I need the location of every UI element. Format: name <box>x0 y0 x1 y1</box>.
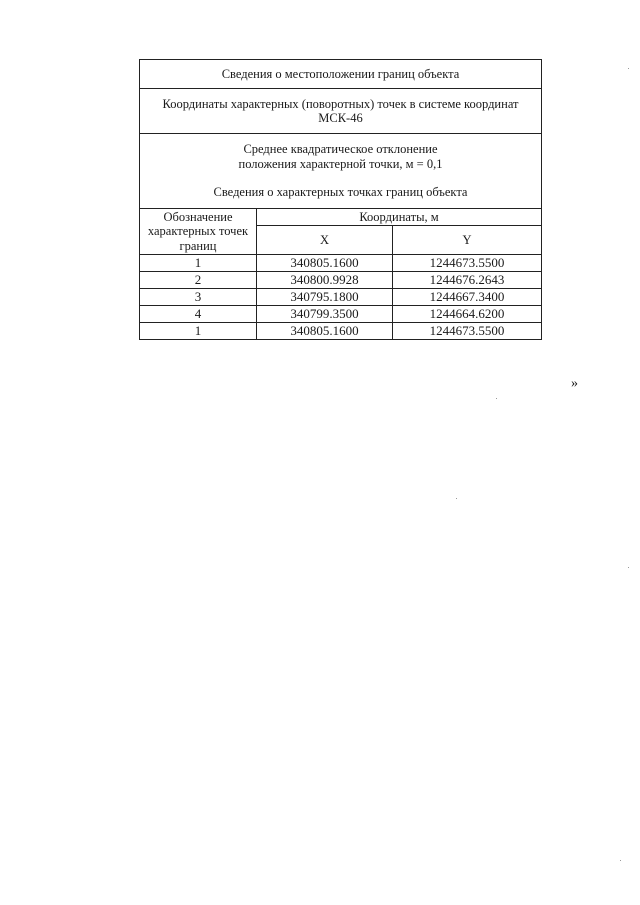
table-row <box>140 272 542 289</box>
points-info-text: Сведения о характерных точках границ объекта <box>213 185 468 200</box>
point-x: 340805.1600 <box>257 323 393 340</box>
scan-speck <box>628 68 629 69</box>
point-x: 340805.1600 <box>257 255 393 272</box>
accuracy-line-1: Среднее квадратическое отклонение <box>243 142 438 157</box>
col-x-header: X <box>257 226 393 255</box>
point-y: 1244676.2643 <box>393 272 542 289</box>
boundary-coordinates-table <box>139 59 542 340</box>
spacer <box>142 171 539 185</box>
accuracy-row <box>140 134 542 209</box>
table-row <box>140 255 542 272</box>
coord-system-row <box>140 89 542 134</box>
scan-speck <box>620 860 621 861</box>
scan-speck <box>628 567 629 568</box>
point-x: 340795.1800 <box>257 289 393 306</box>
closing-quote-mark: » <box>571 376 578 391</box>
point-y: 1244673.5500 <box>393 323 542 340</box>
point-id: 4 <box>140 306 257 323</box>
point-id: 2 <box>140 272 257 289</box>
table-title: Сведения о местоположении границ объекта <box>140 60 542 89</box>
point-y: 1244664.6200 <box>393 306 542 323</box>
point-x: 340800.9928 <box>257 272 393 289</box>
scan-speck <box>496 398 497 399</box>
header-row-1 <box>140 209 542 226</box>
col-y-header: Y <box>393 226 542 255</box>
point-x: 340799.3500 <box>257 306 393 323</box>
table-row <box>140 323 542 340</box>
col-designation-header: Обозначение характерных точек границ <box>140 209 257 255</box>
point-y: 1244673.5500 <box>393 255 542 272</box>
accuracy-line-2: положения характерной точки, м = 0,1 <box>238 156 443 171</box>
accuracy-cell <box>140 134 542 209</box>
point-id: 3 <box>140 289 257 306</box>
table-title-row <box>140 60 542 89</box>
point-id: 1 <box>140 255 257 272</box>
point-id: 1 <box>140 323 257 340</box>
scan-speck <box>456 498 457 499</box>
coord-system-text: Координаты характерных (поворотных) точек в системе координат МСК-46 <box>140 89 542 134</box>
table-row <box>140 289 542 306</box>
table-row <box>140 306 542 323</box>
point-y: 1244667.3400 <box>393 289 542 306</box>
col-coordinates-header: Координаты, м <box>257 209 542 226</box>
